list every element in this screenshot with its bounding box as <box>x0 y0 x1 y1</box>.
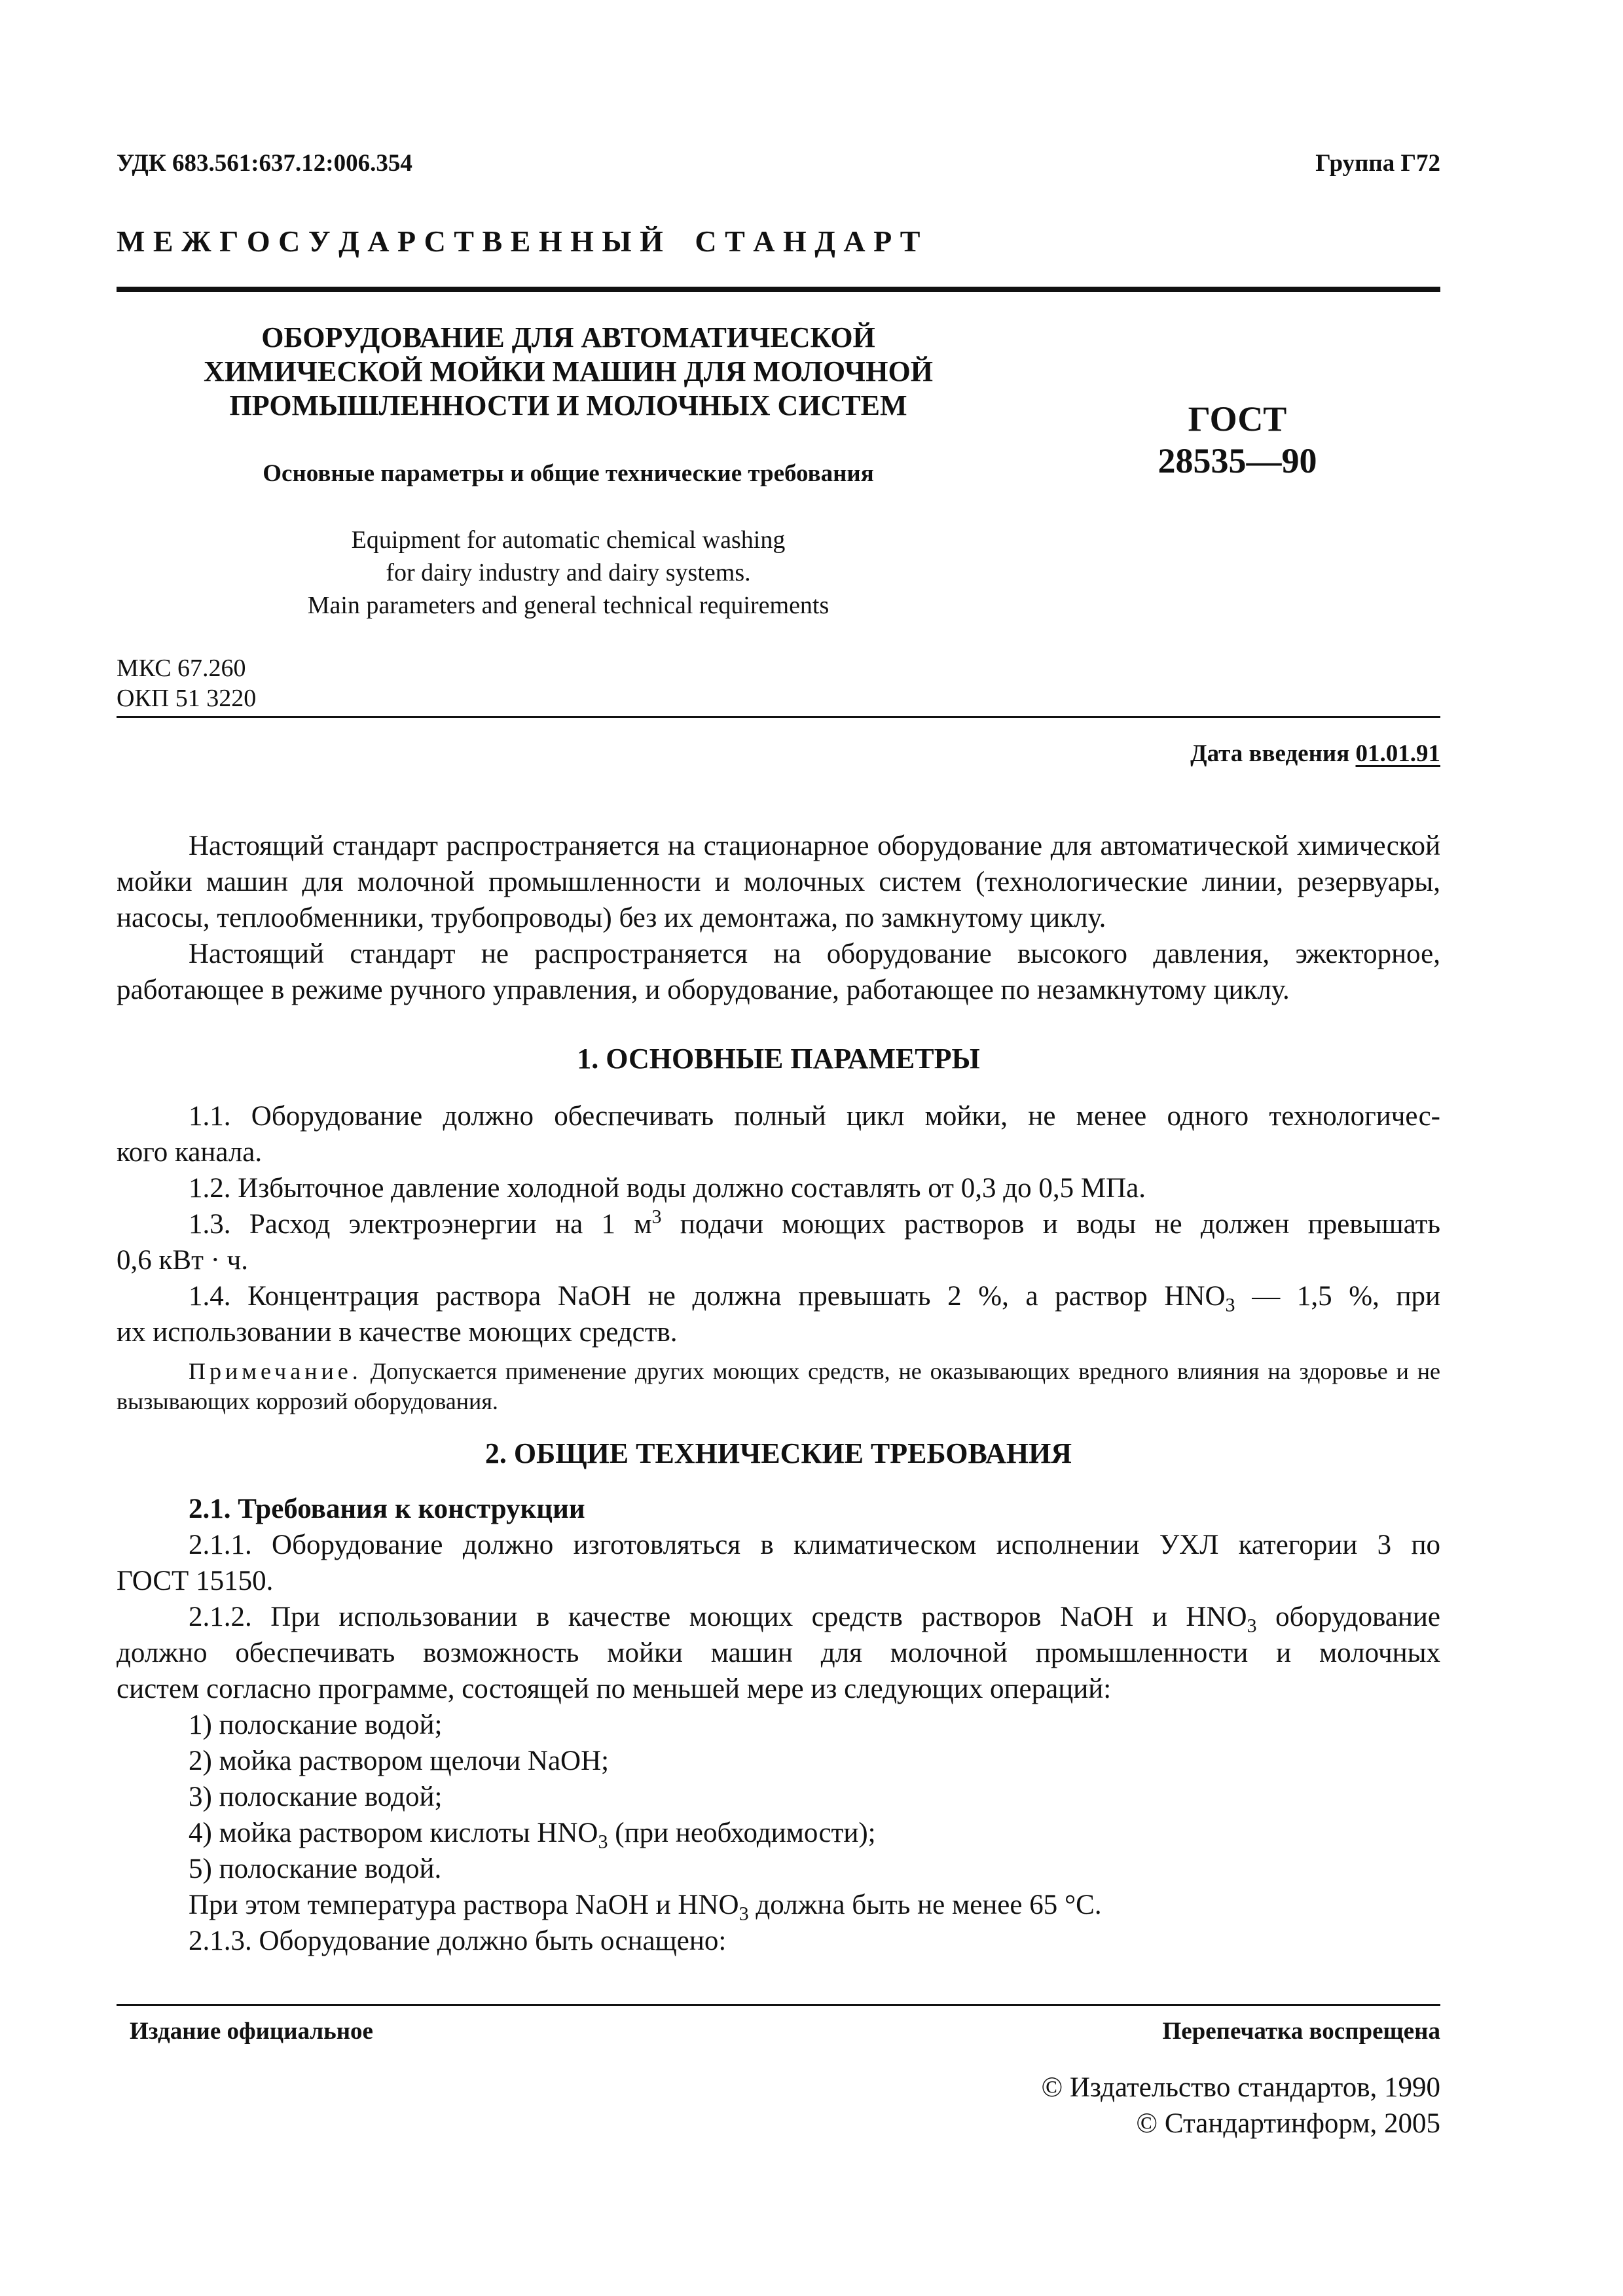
scope-text <box>117 828 1440 1008</box>
section-1-heading: 1. ОСНОВНЫЕ ПАРАМЕТРЫ <box>577 1043 980 1075</box>
clause-1-2: 1.2. Избыточное давление холодной воды должно составлять от 0,3 до 0,5 МПа. <box>189 1173 1146 1204</box>
introduction-date <box>1190 740 1440 768</box>
clause-2-1-3: 2.1.3. Оборудование должно быть оснащено: <box>189 1926 727 1956</box>
udk-code: УДК 683.561:637.12:006.354 <box>117 150 412 177</box>
header-row <box>117 149 1440 177</box>
subscript-3: 3 <box>1247 1614 1257 1637</box>
clause-1-1 <box>117 1098 1440 1134</box>
interstate-standard-banner: М Е Ж Г О С У Д А Р С Т В Е Н Н Ы Й С Т А Н Д А Р Т <box>117 224 921 258</box>
operation-1: 1) полоскание водой; <box>189 1710 443 1740</box>
gost-code: 28535—90 <box>1158 441 1317 480</box>
clause-2-1-1-cont: ГОСТ 15150. <box>117 1566 274 1596</box>
clause-1-1-text: 1.1. Оборудование должно обеспечивать полный цикл мойки, не менее одного технологичес- <box>189 1101 1440 1132</box>
reprint-prohibited: Перепечатка воспрещена <box>1162 2018 1440 2045</box>
clause-1-3-cont: 0,6 кВт · ч. <box>117 1245 249 1276</box>
codes-rule <box>117 716 1440 718</box>
mks-code: МКС 67.260 <box>117 655 246 682</box>
footer-row <box>117 2017 1440 2045</box>
english-title-line-3: Main parameters and general technical requirements <box>307 592 830 619</box>
note <box>117 1356 1440 1416</box>
copyright-2005: © Стандартинформ, 2005 <box>1136 2108 1440 2139</box>
subsection-2-1-heading: 2.1. Требования к конструкции <box>189 1494 585 1524</box>
temperature-requirement <box>117 1887 1512 1923</box>
clause-2-1-2 <box>117 1599 1440 1635</box>
okp-code: ОКП 51 3220 <box>117 685 257 712</box>
clause-1-4-part-a: 1.4. Концентрация раствора NaOH не должна превышать 2 %, а раствор HNO <box>189 1281 1226 1312</box>
clause-1-3-part-b: подачи моющих растворов и воды не должен превышать <box>661 1209 1440 1240</box>
title-line-3: ПРОМЫШЛЕННОСТИ И МОЛОЧНЫХ СИСТЕМ <box>229 389 907 422</box>
clause-1-4-part-b: — 1,5 %, при <box>1235 1281 1441 1312</box>
operation-4 <box>117 1815 1512 1851</box>
classification-codes <box>117 653 256 713</box>
operation-2: 2) мойка раствором щелочи NaOH; <box>189 1746 610 1776</box>
clause-1-3-text <box>117 1205 1440 1240</box>
gost-number <box>1074 398 1401 482</box>
note-text: Допускается применение других моющих средств, не оказывающих вредного влияния на здоровье и не вызывающих коррозий оборудования. <box>117 1358 1440 1414</box>
operation-5: 5) полоскание водой. <box>189 1854 442 1884</box>
copyright <box>1041 2070 1440 2142</box>
note-label: Примечание. <box>189 1358 362 1384</box>
scope-paragraph-1: Настоящий стандарт распространяется на стационарное оборудование для автоматической химической мойки машин для молочной промышленности и молочных систем (технологические линии, резервуары, насосы, теплообменники, трубопроводы) без их демонтажа, по замкнутому циклу. <box>117 831 1440 933</box>
operation-3: 3) полоскание водой; <box>189 1782 443 1812</box>
title-line-2: ХИМИЧЕСКОЙ МОЙКИ МАШИН ДЛЯ МОЛОЧНОЙ <box>204 355 933 387</box>
scope-paragraph-2: Настоящий стандарт не распространяется на оборудование высокого давления, эжекторное, работающее в режиме ручного управления, и оборудование, работающее по незамкнутому циклу. <box>117 939 1440 1005</box>
clause-2-1-2-line-2: должно обеспечивать возможность мойки машин для молочной промышленности и молочных <box>117 1638 1440 1668</box>
section-2-heading: 2. ОБЩИЕ ТЕХНИЧЕСКИЕ ТРЕБОВАНИЯ <box>484 1437 1072 1469</box>
clause-2-1-2-line-3: систем согласно программе, состоящей по меньшей мере из следующих операций: <box>117 1674 1112 1704</box>
subscript-3: 3 <box>739 1902 749 1925</box>
gost-label: ГОСТ <box>1188 399 1287 439</box>
title-line-1: ОБОРУДОВАНИЕ ДЛЯ АВТОМАТИЧЕСКОЙ <box>261 321 875 353</box>
english-title-line-2: for dairy industry and dairy systems. <box>386 559 751 586</box>
english-title-line-1: Equipment for automatic chemical washing <box>351 526 786 554</box>
introduction-date-label: Дата введения <box>1190 740 1350 767</box>
clause-2-1-2-part-b: оборудование <box>1256 1602 1440 1632</box>
group-code: Группа Г72 <box>1315 150 1440 177</box>
operation-4-part-b: (при необходимости); <box>608 1818 876 1848</box>
temperature-part-b: должна быть не менее 65 °С. <box>748 1890 1102 1920</box>
clause-1-4 <box>117 1278 1440 1314</box>
clause-1-3 <box>117 1206 1440 1242</box>
temperature-part-a: При этом температура раствора NaOH и HNO <box>189 1890 739 1920</box>
introduction-date-value: 01.01.91 <box>1355 740 1440 767</box>
subscript-3: 3 <box>1225 1293 1235 1316</box>
superscript-3: 3 <box>651 1205 662 1228</box>
clause-2-1-1-text: 2.1.1. Оборудование должно изготовляться в климатическом исполнении УХЛ категории 3 по <box>189 1530 1440 1560</box>
clause-2-1-2-part-a: 2.1.2. При использовании в качестве моющих средств растворов NaOH и HNO <box>189 1602 1247 1632</box>
footer-rule <box>117 2004 1440 2006</box>
clause-1-1-cont: кого канала. <box>117 1137 263 1168</box>
copyright-1990: © Издательство стандартов, 1990 <box>1041 2072 1440 2103</box>
document-title <box>117 321 1020 423</box>
operation-4-part-a: 4) мойка раствором кислоты HNO <box>189 1818 598 1848</box>
subscript-3: 3 <box>598 1830 608 1853</box>
clause-1-3-part-a: 1.3. Расход электроэнергии на 1 м <box>189 1209 652 1240</box>
header-rule <box>117 287 1440 292</box>
official-edition: Издание официальное <box>130 2018 373 2045</box>
clause-1-4-text <box>117 1281 1441 1316</box>
clause-2-1-1 <box>117 1527 1440 1563</box>
clause-1-4-cont: их использовании в качестве моющих средств. <box>117 1317 678 1348</box>
document-subtitle: Основные параметры и общие технические требования <box>263 460 874 487</box>
clause-2-1-2-text <box>117 1602 1440 1637</box>
english-title <box>117 524 1020 622</box>
